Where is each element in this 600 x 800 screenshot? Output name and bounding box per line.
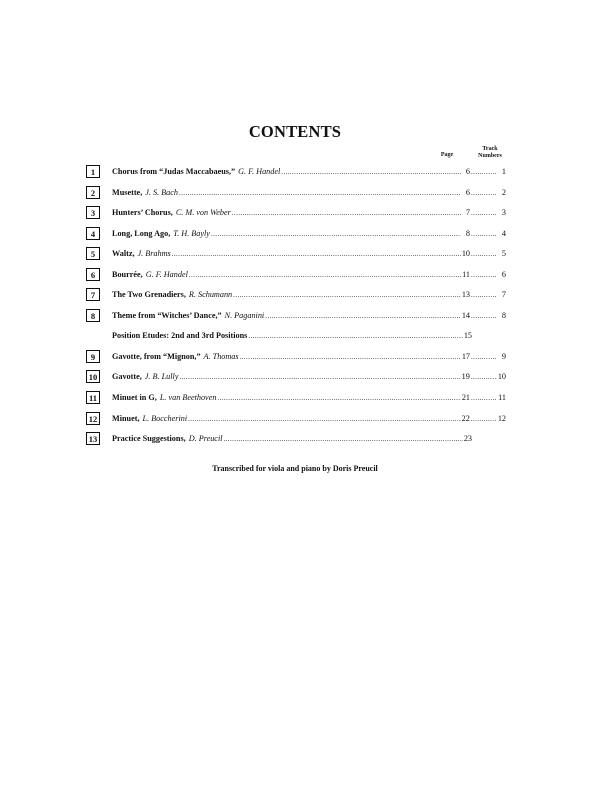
toc-entry xyxy=(86,409,506,430)
entry-title: Bourrée, xyxy=(112,269,143,279)
entry-track-number: 6 xyxy=(501,269,506,279)
dot-leader xyxy=(233,285,461,306)
entry-line xyxy=(112,326,506,347)
dot-leader xyxy=(188,409,461,430)
toc-entry xyxy=(86,224,506,245)
toc-entry xyxy=(86,183,506,204)
entry-line xyxy=(112,306,506,327)
entry-page-number: 8 xyxy=(465,228,470,238)
dot-leader xyxy=(471,265,497,286)
dot-leader xyxy=(471,306,497,327)
entry-page-number: 14 xyxy=(461,310,470,320)
entry-composer: L. Boccherini xyxy=(142,413,188,423)
dot-leader xyxy=(211,224,461,245)
entry-line xyxy=(112,224,506,245)
entry-line xyxy=(112,388,506,409)
entry-track-number: 5 xyxy=(501,249,506,259)
toc-entry xyxy=(86,367,506,388)
entry-page-number: 21 xyxy=(461,393,470,403)
entry-composer: G. F. Handel xyxy=(238,167,281,176)
dot-leader xyxy=(248,326,462,347)
entry-line xyxy=(112,244,506,265)
entry-line xyxy=(112,285,506,306)
dot-leader xyxy=(224,429,463,450)
entry-line xyxy=(112,429,506,450)
entry-page-number: 22 xyxy=(461,413,470,423)
dot-leader xyxy=(281,162,461,183)
toc-entry xyxy=(86,306,506,327)
entry-composer: R. Schumann xyxy=(188,290,233,300)
track-numbers-column-header xyxy=(474,146,506,159)
entry-track-number: 11 xyxy=(498,393,506,403)
track-header-line1: Track xyxy=(482,146,498,152)
entry-number-box: 2 xyxy=(86,186,100,199)
entry-title: Waltz, xyxy=(112,249,135,259)
entry-composer: G. F. Handel xyxy=(145,269,188,279)
entry-title: Minuet in G, xyxy=(112,393,157,403)
entry-track-number: 1 xyxy=(501,167,506,176)
transcription-credit: Transcribed for viola and piano by Doris Preucil xyxy=(212,464,378,473)
entry-track-number: 8 xyxy=(501,310,506,320)
entry-number-box: 3 xyxy=(86,206,100,219)
dot-leader xyxy=(232,203,461,224)
entry-page-number: 23 xyxy=(463,434,472,444)
dot-leader xyxy=(471,162,497,183)
entry-composer: J. B. Lully xyxy=(144,372,179,382)
entry-composer: D. Preucil xyxy=(188,434,223,444)
dot-leader xyxy=(471,367,497,388)
entry-number-box: 4 xyxy=(86,227,100,240)
entry-title: Theme from “Witches’ Dance,” xyxy=(112,310,222,320)
toc-entry xyxy=(86,388,506,409)
entry-track-number: 12 xyxy=(497,413,506,423)
entry-title: Gavotte, from “Mignon,” xyxy=(112,351,201,361)
entry-number-box: 8 xyxy=(86,309,100,322)
dot-leader xyxy=(179,183,461,204)
dot-leader xyxy=(471,388,497,409)
toc-entry xyxy=(86,203,506,224)
entry-title: Long, Long Ago, xyxy=(112,228,171,238)
dot-leader xyxy=(471,224,497,245)
entry-track-number: 3 xyxy=(501,208,506,218)
dot-leader xyxy=(217,388,460,409)
entry-title: Position Etudes: 2nd and 3rd Positions xyxy=(112,331,248,341)
dot-leader xyxy=(172,244,461,265)
entry-track-number: 4 xyxy=(501,228,506,238)
entry-line xyxy=(112,265,506,286)
entry-title: Chorus from “Judas Maccabaeus,” xyxy=(112,167,236,176)
dot-leader xyxy=(471,183,497,204)
entry-line xyxy=(112,347,506,368)
entry-number-box: 7 xyxy=(86,288,100,301)
toc-entry xyxy=(86,285,506,306)
toc-entry xyxy=(86,265,506,286)
entry-title: Gavotte, xyxy=(112,372,142,382)
entry-page-number: 19 xyxy=(461,372,470,382)
table-of-contents xyxy=(86,162,506,450)
toc-entry xyxy=(86,429,506,450)
entry-line xyxy=(112,409,506,430)
toc-entry xyxy=(86,347,506,368)
entry-page-number: 7 xyxy=(465,208,470,218)
entry-title: Hunters’ Chorus, xyxy=(112,208,173,218)
entry-title: The Two Grenadiers, xyxy=(112,290,186,300)
entry-composer: N. Paganini xyxy=(224,310,265,320)
entry-track-number: 7 xyxy=(501,290,506,300)
track-header-line2: Numbers xyxy=(478,152,502,159)
entry-number-box: 5 xyxy=(86,247,100,260)
entry-page-number: 13 xyxy=(461,290,470,300)
entry-title: Practice Suggestions, xyxy=(112,434,186,444)
dot-leader xyxy=(471,203,497,224)
entry-line xyxy=(112,162,506,183)
entry-page-number: 15 xyxy=(463,331,472,341)
dot-leader xyxy=(265,306,461,327)
dot-leader xyxy=(471,244,497,265)
entry-track-number: 10 xyxy=(497,372,506,382)
entry-number-box: 9 xyxy=(86,350,100,363)
entry-track-number: 9 xyxy=(501,351,506,361)
entry-composer: J. S. Bach xyxy=(145,187,178,197)
entry-composer: A. Thomas xyxy=(203,351,239,361)
dot-leader xyxy=(189,265,461,286)
toc-entry xyxy=(86,162,506,183)
entry-page-number: 17 xyxy=(461,351,470,361)
entry-number-box: 10 xyxy=(86,370,100,383)
page-column-header: Page xyxy=(440,152,454,158)
entry-track-number: 2 xyxy=(501,187,506,197)
entry-line xyxy=(112,183,506,204)
entry-page-number: 6 xyxy=(465,187,470,197)
entry-page-number: 6 xyxy=(465,167,470,176)
entry-page-number: 11 xyxy=(462,269,470,279)
dot-leader xyxy=(471,285,497,306)
dot-leader xyxy=(179,367,460,388)
dot-leader xyxy=(471,409,497,430)
entry-title: Musette, xyxy=(112,187,143,197)
entry-number-box: 12 xyxy=(86,412,100,425)
entry-composer: J. Brahms xyxy=(137,249,171,259)
entry-composer: C. M. von Weber xyxy=(175,208,231,218)
entry-page-number: 10 xyxy=(461,249,470,259)
entry-number-box: 6 xyxy=(86,268,100,281)
page-title: CONTENTS xyxy=(248,122,342,141)
toc-entry xyxy=(86,326,506,347)
entry-composer: T. H. Bayly xyxy=(173,228,210,238)
entry-title: Minuet, xyxy=(112,413,140,423)
dot-leader xyxy=(471,347,497,368)
toc-entry xyxy=(86,244,506,265)
entry-line xyxy=(112,203,506,224)
entry-number-box: 13 xyxy=(86,432,100,445)
entry-composer: L. van Beethoven xyxy=(159,393,217,403)
entry-number-box: 11 xyxy=(86,391,100,404)
entry-line xyxy=(112,367,506,388)
dot-leader xyxy=(240,347,461,368)
entry-number-box: 1 xyxy=(86,165,100,178)
